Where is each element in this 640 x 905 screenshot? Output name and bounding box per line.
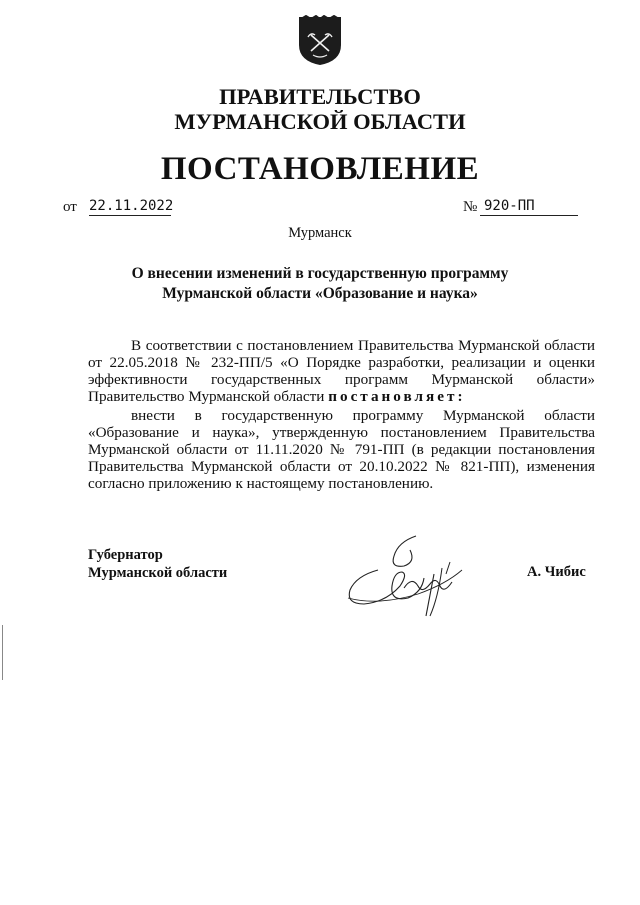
body-line: «Образование и наука», утвержденную постановлением Правительства xyxy=(88,424,595,441)
document-subject xyxy=(0,264,640,304)
body-line-text: Правительство Мурманской области xyxy=(88,388,325,405)
body-line: Правительства Мурманской области от 20.10.2022 № 821-ПП), изменения xyxy=(88,458,595,475)
signatory-title xyxy=(88,546,227,582)
document-date: 22.11.2022 xyxy=(89,198,174,214)
signatory-title-line1: Губернатор xyxy=(88,547,163,563)
body-line-last: согласно приложению к настоящему постановлению. xyxy=(88,475,434,492)
body-line: эффективности государственных программ Мурманской области» xyxy=(88,371,595,388)
subject-line2: Мурманской области «Образование и наука» xyxy=(162,285,478,302)
document-number: 920-ПП xyxy=(480,198,578,216)
body-paragraph-1 xyxy=(88,337,595,405)
resolution-keyword: постановляет: xyxy=(328,388,466,405)
subject-line1: О внесении изменений в государственную программу xyxy=(131,265,509,282)
body-line: внести в государственную программу Мурманской области xyxy=(131,407,595,424)
city: Мурманск xyxy=(288,225,352,241)
scan-margin-mark xyxy=(2,625,3,680)
body-line: В соответствии с постановлением Правительства Мурманской области xyxy=(131,337,595,354)
coat-of-arms-icon xyxy=(297,15,343,67)
org-name-line2: МУРМАНСКОЙ ОБЛАСТИ xyxy=(174,109,466,134)
handwritten-signature xyxy=(338,528,473,623)
date-prefix: от xyxy=(63,199,77,215)
document-type-title: ПОСТАНОВЛЕНИЕ xyxy=(160,151,480,187)
body-line-last xyxy=(88,388,595,405)
body-line: Мурманской области от 11.11.2020 № 791-ПП (в редакции постановления xyxy=(88,441,595,458)
signatory-name: А. Чибис xyxy=(527,564,586,580)
org-name-line1: ПРАВИТЕЛЬСТВО xyxy=(219,84,421,109)
body-line: от 22.05.2018 № 232-ПП/5 «О Порядке разработки, реализации и оценки xyxy=(88,354,595,371)
signatory-title-line2: Мурманской области xyxy=(88,565,228,581)
body-paragraph-2 xyxy=(88,407,595,492)
number-prefix: № xyxy=(463,199,478,215)
